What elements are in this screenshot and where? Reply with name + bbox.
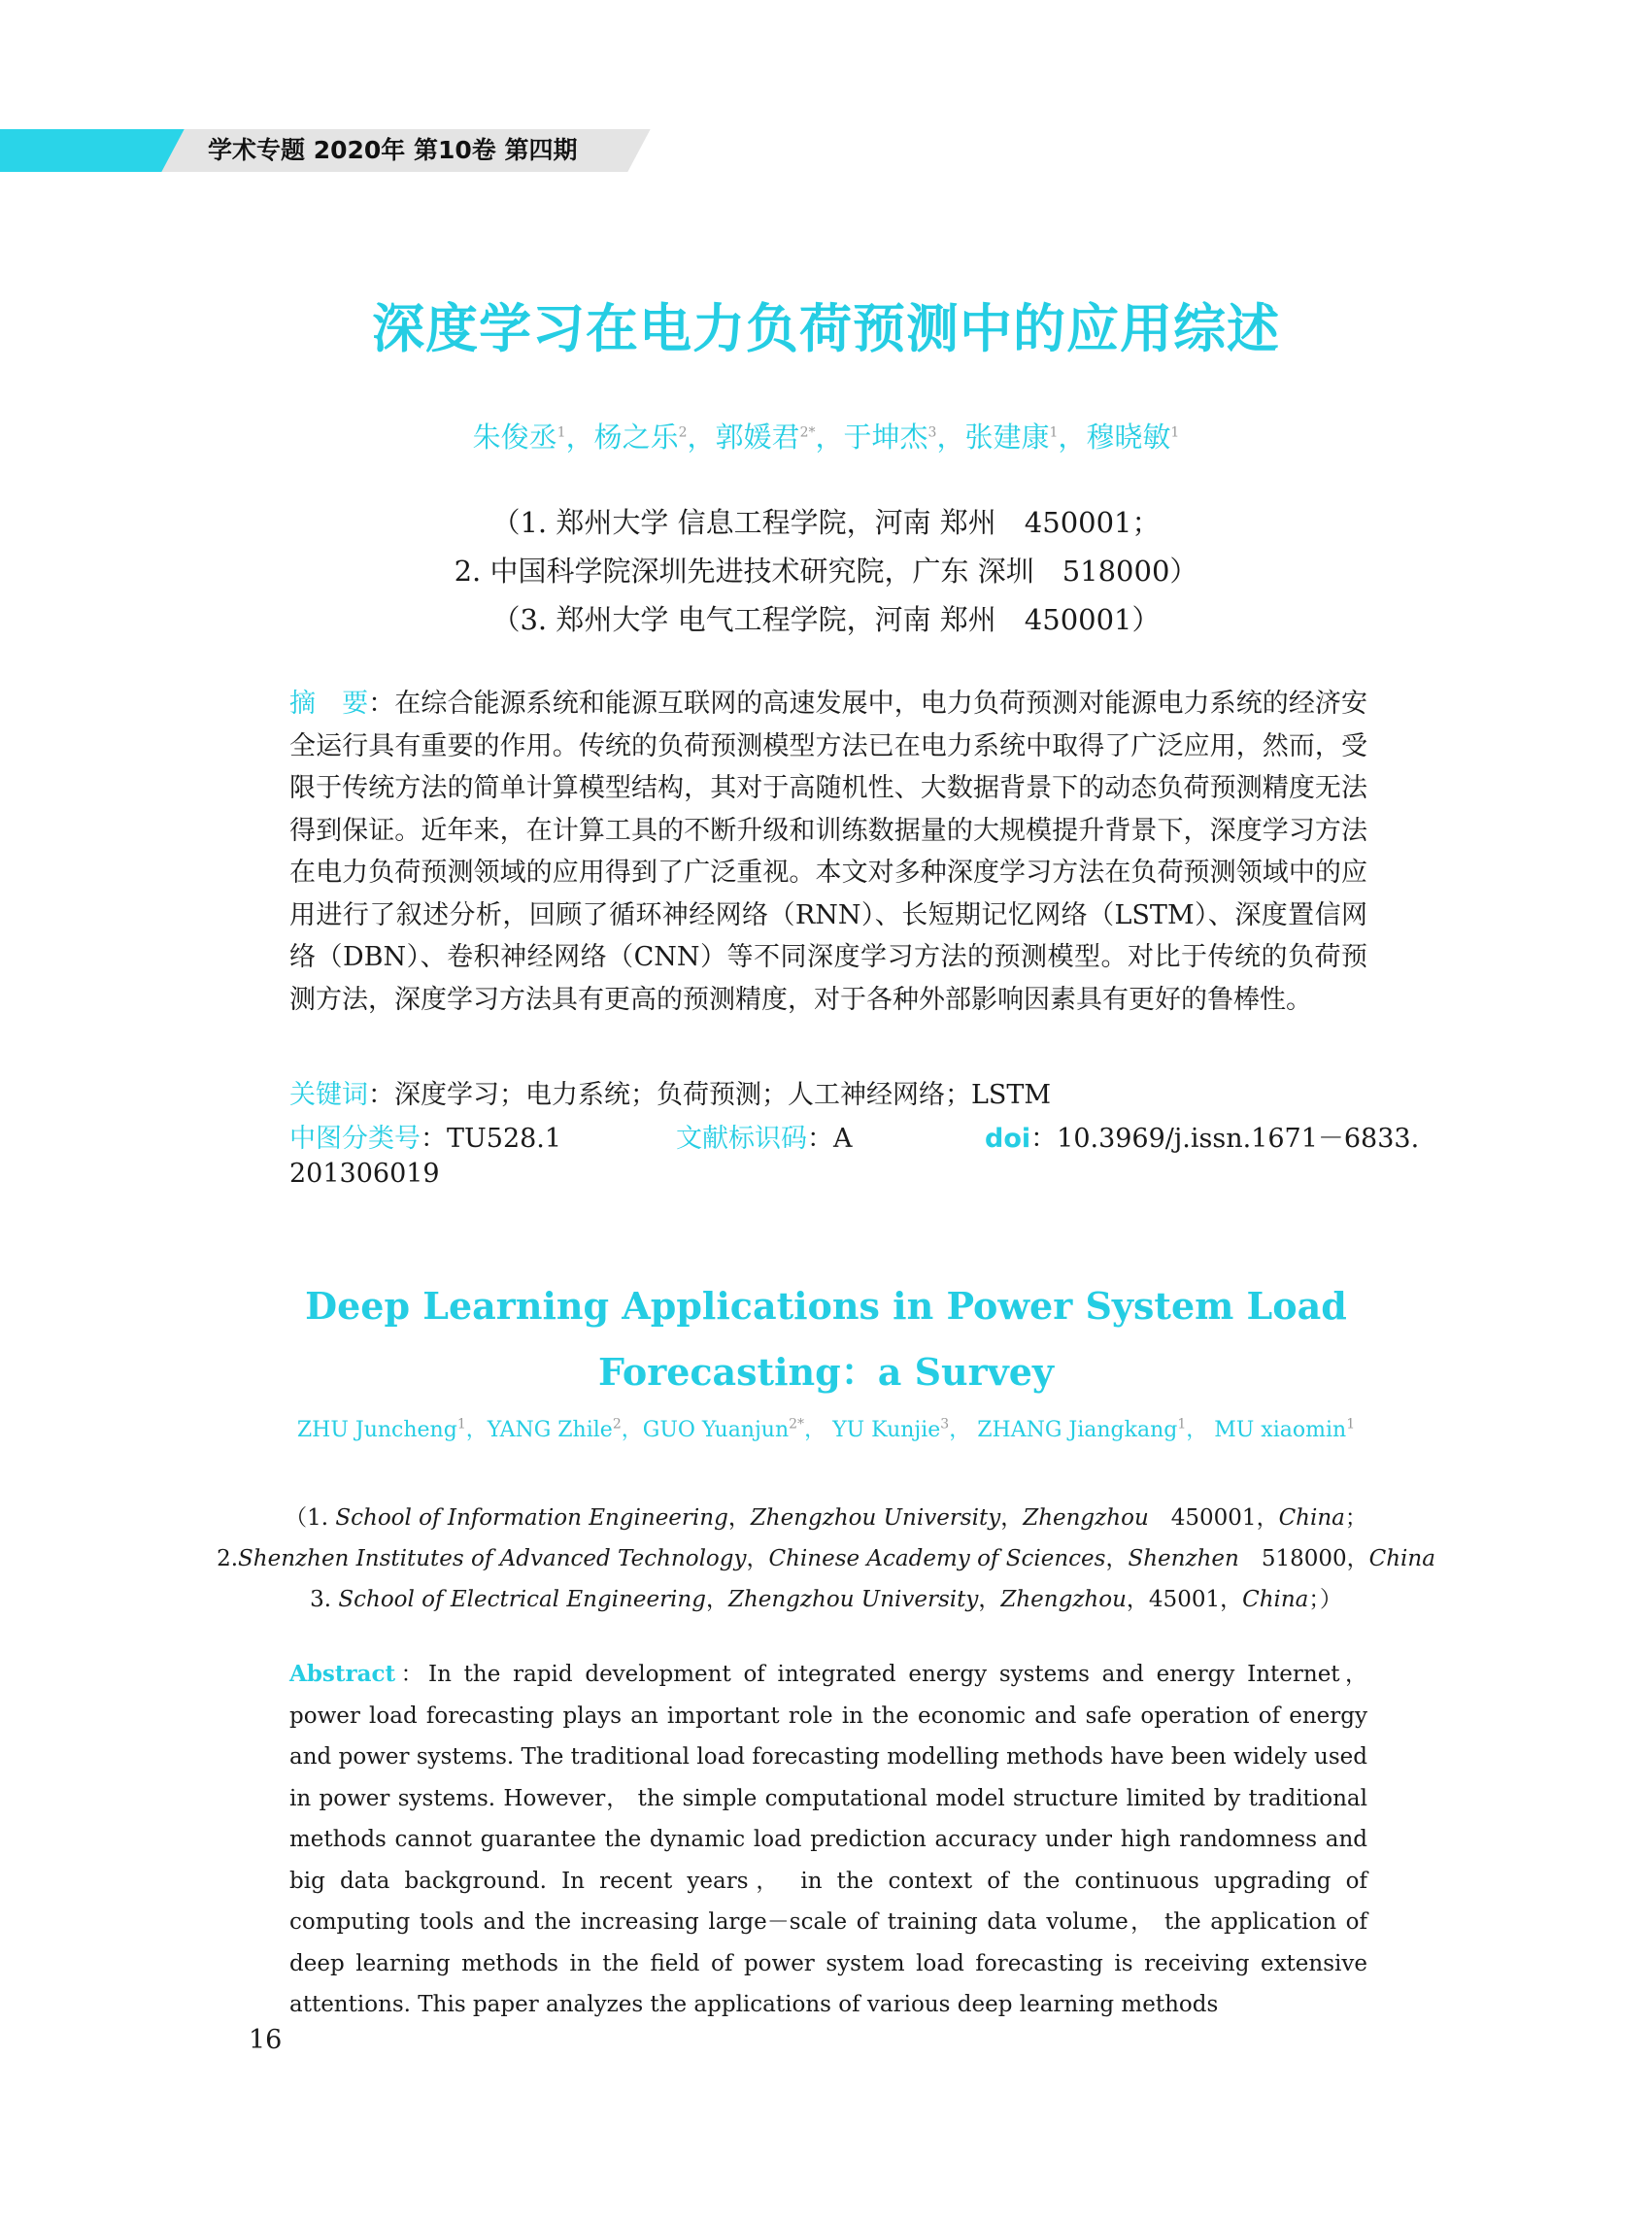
author-cn: 于坤杰$^3$， [843,421,965,454]
author-cn: 朱俊丞$^1$， [472,421,594,454]
affiliation-cn-2: 2. 中国科学院深圳先进技术研究院，广东 深圳 518000） [454,555,1198,588]
page-title-cn: 深度学习在电力负荷预测中的应用综述 [372,297,1280,359]
affiliation-en-3: 3. School of Electrical Engineering，Zhengzhou University，Zhengzhou，45001，China；） [310,1587,1342,1612]
author-cn: 杨之乐$^2$， [593,421,716,454]
abstract-cn-label: 摘 要 [289,689,369,719]
author-en: MU xiaomin$^1$ [1214,1416,1356,1442]
keywords-text: ：深度学习；电力系统；负荷预测；人工神经网络；LSTM [368,1080,1052,1110]
author-cn: 郭媛君$^{2*}$， [715,421,844,454]
affiliation-en-2: 2.Shenzhen Institutes of Advanced Technology，Chinese Academy of Sciences，Shenzhen 518000，China [217,1546,1435,1571]
authors-en [0,1413,1652,1443]
abstract-en-label: Abstract [289,1661,396,1687]
journal-header: 学术专题 2020年 第10卷 第四期 [208,136,578,164]
author-en: ZHANG Jiangkang$^1$， [977,1416,1215,1442]
affiliation-en-1: （1. School of Information Engineering，Zhengzhou University，Zhengzhou 450001，China； [285,1505,1367,1531]
keywords-cn [289,1073,1051,1111]
abstract-en [289,1654,1367,2026]
page-title-en-line2: Forecasting：a Survey [597,1350,1055,1394]
page-number: 16 [249,2025,283,2055]
abstract-cn-text: ：在综合能源系统和能源互联网的高速发展中，电力负荷预测对能源电力系统的经济安全运行具有重要的作用。传统的负荷预测模型方法已在电力系统中取得了广泛应用，然而，受限于传统方法的简单计算模型结构，其对于高随机性、大数据背景下的动态负荷预测精度无法得到保证。近年来，在计算工具的不断升级和训练数据量的大规模提升背景下，深度学习方法在电力负荷预测领域的应用得到了广泛重视。本文对多种深度学习方法在负荷预测领域中的应用进行了叙述分析，回顾了循环神经网络（RNN）、长短期记忆网络（LSTM）、深度置信网络（DBN）、卷积神经网络（CNN）等不同深度学习方法的预测模型。对比于传统的负荷预测方法，深度学习方法具有更高的预测精度，对于各种外部影响因素具有更好的鲁棒性。 [289,689,1368,1015]
author-en: GUO Yuanjun$^{2*}$， [642,1416,833,1442]
doi: doi：10.3969/j.issn.1671－6833. [985,1124,1420,1154]
doi-continued: 201306019 [289,1159,440,1189]
authors-cn [0,416,1652,455]
author-en: YANG Zhile$^2$， [487,1416,643,1442]
document-code: 文献标识码：A [676,1124,853,1154]
affiliation-cn-1: （1. 郑州大学 信息工程学院，河南 郑州 450001； [491,506,1161,539]
author-en: ZHU Juncheng$^1$， [296,1416,488,1442]
abstract-cn [289,683,1367,1021]
author-cn: 穆晓敏$^1$ [1086,421,1180,454]
keywords-label: 关键词 [289,1080,368,1110]
clc-number: 中图分类号：TU528.1 [289,1124,562,1154]
header-accent-bar [0,129,185,172]
affiliation-cn-3: （3. 郑州大学 电气工程学院，河南 郑州 450001） [491,603,1161,636]
author-en: YU Kunjie$^3$， [832,1416,978,1442]
abstract-en-text: ：In the rapid development of integrated energy systems and energy Internet， power load forecasting plays an important role in the economic and safe operation of energy and power systems. The traditional load forecasting modelling methods have been widely used in power systems. However， the simple computational model structure limited by traditional methods cannot guarantee the dynamic load prediction accuracy under high randomness and big data background. In recent years， in the context of the continuous upgrading of computing tools and the increasing large－scale of training data volume， the application of deep learning methods in the field of power system load forecasting is receiving extensive attentions. This paper analyzes the applications of various deep learning methods [289,1662,1367,2017]
page-title-en-line1: Deep Learning Applications in Power System Load [305,1284,1347,1328]
author-cn: 张建康$^1$， [964,421,1087,454]
